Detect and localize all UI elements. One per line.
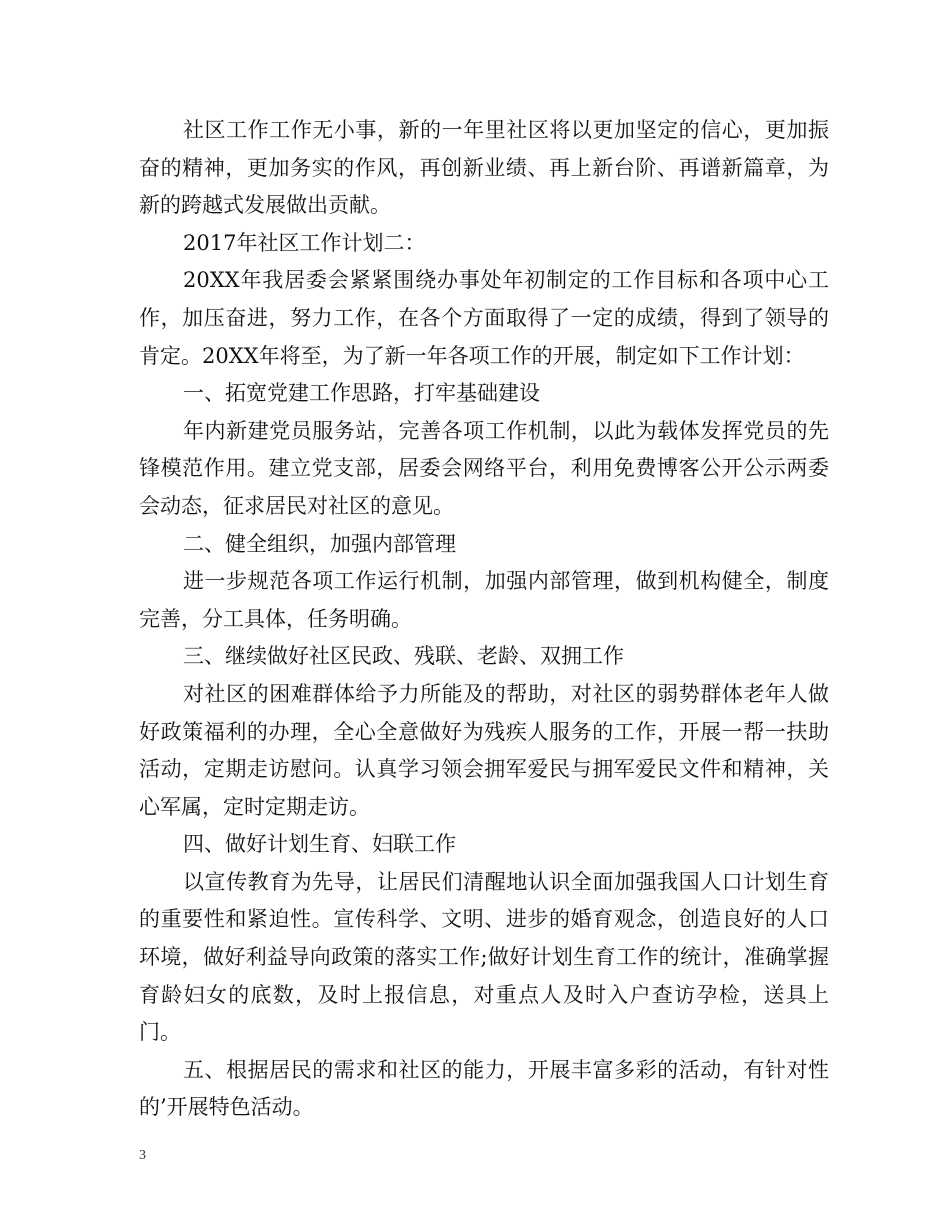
section-heading: 三、继续做好社区民政、残联、老龄、双拥工作 [183,644,624,669]
section-heading: 2017年社区工作计划二： [183,230,426,255]
paragraph: 20XX年我居委会紧紧围绕办事处年初制定的工作目标和各项中心工作，加压奋进，努力工作，在各个方面取得了一定的成绩，得到了领导的肯定。20XX年将至，为了新一年各项工作的开展，制定如下工作计划： [139,268,829,368]
section-heading: 二、健全组织，加强内部管理 [183,531,456,556]
document-body [139,112,829,1127]
section-heading: 四、做好计划生育、妇联工作 [183,832,456,857]
section-heading: 一、拓宽党建工作思路，打牢基础建设 [183,381,540,406]
paragraph: 以宣传教育为先导，让居民们清醒地认识全面加强我国人口计划生育的重要性和紧迫性。宣传科学、文明、进步的婚育观念，创造良好的人口环境，做好利益导向政策的落实工作;做好计划生育工作的统计，准确掌握育龄妇女的底数，及时上报信息，对重点人及时入户查访孕检，送具上门。 [139,869,829,1045]
paragraph: 年内新建党员服务站，完善各项工作机制，以此为载体发挥党员的先锋模范作用。建立党支部，居委会网络平台，利用免费博客公开公示两委会动态，征求居民对社区的意见。 [139,418,829,518]
paragraph: 五、根据居民的需求和社区的能力，开展丰富多彩的活动，有针对性的’开展特色活动。 [139,1057,829,1120]
paragraph: 社区工作工作无小事，新的一年里社区将以更加坚定的信心，更加振奋的精神，更加务实的作风，再创新业绩、再上新台阶、再谱新篇章，为新的跨越式发展做出贡献。 [139,118,829,218]
paragraph: 对社区的困难群体给予力所能及的帮助，对社区的弱势群体老年人做好政策福利的办理，全心全意做好为残疾人服务的工作，开展一帮一扶助活动，定期走访慰问。认真学习领会拥军爱民与拥军爱民文件和精神，关心军属，定时定期走访。 [139,681,829,819]
page-number: 3 [139,1148,146,1163]
paragraph: 进一步规范各项工作运行机制，加强内部管理，做到机构健全，制度完善，分工具体，任务明确。 [139,569,829,631]
